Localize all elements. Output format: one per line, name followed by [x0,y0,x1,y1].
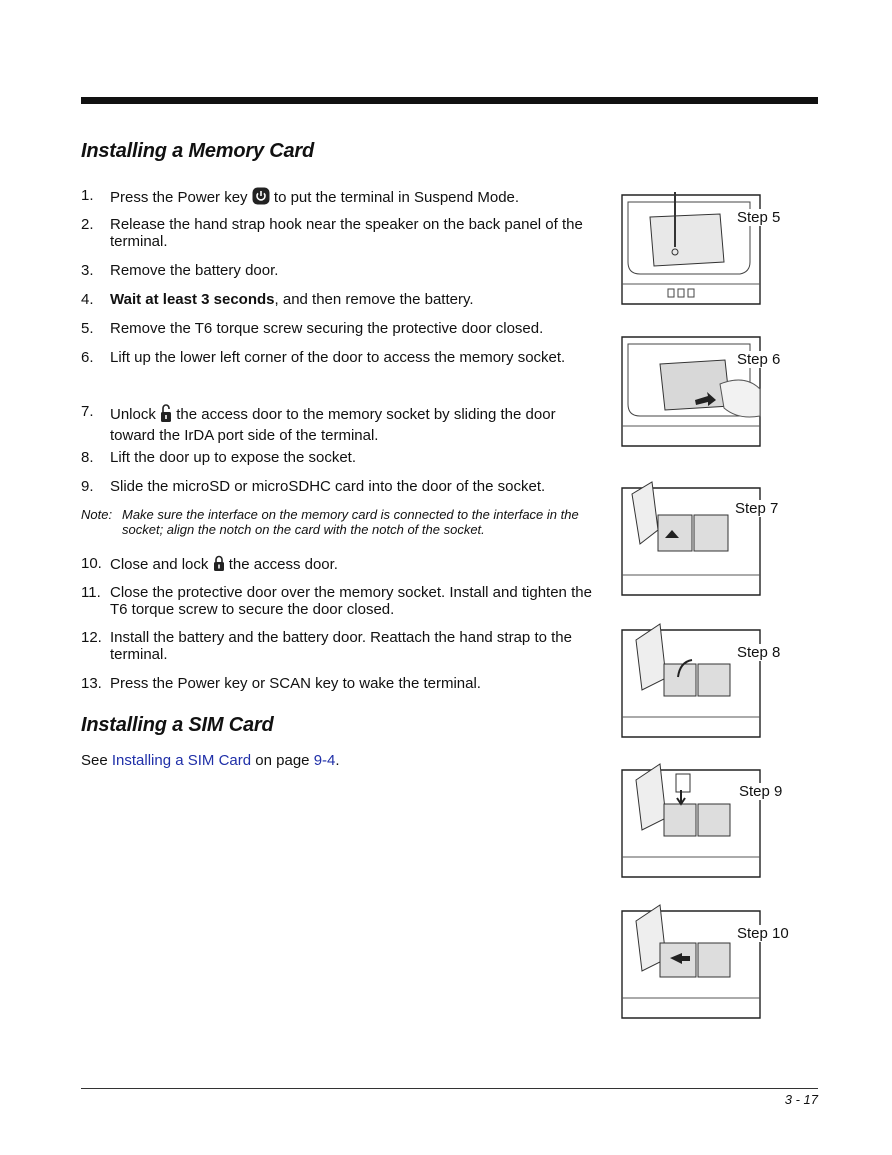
page-link[interactable]: 9-4 [313,752,336,769]
list-item: 2. Release the hand strap hook near the speaker on the back panel of the terminal. [81,216,583,250]
figure-step-5 [620,192,810,307]
section-title-memory-card: Installing a Memory Card [81,140,315,162]
list-item: 1. Press the Power key to put the terminal in Suspend Mode. [81,187,593,209]
terminal-illustration [620,762,770,880]
terminal-illustration [620,480,770,598]
figure-step-7 [620,480,810,595]
list-item: 3. Remove the battery door. [81,262,279,279]
figure-step-9 [620,762,810,877]
see-reference: See Installing a SIM Card on page 9-4. [81,752,340,769]
figure-caption: Step 6 [735,351,784,368]
list-item: 8. Lift the door up to expose the socket. [81,449,356,466]
section-title-sim-card: Installing a SIM Card [81,714,274,736]
unlock-icon [160,403,172,427]
note: Note: Make sure the interface on the memory card is connected to the interface in the socket; align the notch on the card with the notch of the socket. [81,507,579,537]
figure-caption: Step 5 [735,209,784,226]
list-item: 10. Close and lock the access door. [81,555,593,575]
power-icon [252,187,270,209]
list-item: 11. Close the protective door over the memory socket. Install and tighten the T6 torque screw to secure the door closed. [81,584,592,618]
list-item: 6. Lift up the lower left corner of the door to access the memory socket. [81,349,566,366]
header-rule [81,97,818,104]
figure-caption: Step 10 [735,925,793,942]
figure-caption: Step 7 [733,500,782,517]
lock-icon [213,555,225,575]
list-item: 5. Remove the T6 torque screw securing the protective door closed. [81,320,544,337]
terminal-illustration [620,903,770,1021]
list-item: 13. Press the Power key or SCAN key to wake the terminal. [81,675,481,692]
figure-caption: Step 9 [737,783,786,800]
figure-step-10 [620,903,810,1018]
figure-step-8 [620,622,810,737]
figure-caption: Step 8 [735,644,784,661]
figure-step-6 [620,334,810,449]
terminal-illustration [620,622,770,740]
page-number: 3 - 17 [784,1092,818,1107]
list-item: 4. Wait at least 3 seconds, and then remove the battery. [81,291,474,308]
footer-rule [81,1088,818,1089]
list-item: 7. Unlock the access door to the memory socket by sliding the door toward the IrDA port side of the terminal. [81,403,556,444]
sim-card-link[interactable]: Installing a SIM Card [111,752,252,769]
list-item: 12. Install the battery and the battery door. Reattach the hand strap to the terminal. [81,629,572,663]
list-item: 9. Slide the microSD or microSDHC card into the door of the socket. [81,478,546,495]
